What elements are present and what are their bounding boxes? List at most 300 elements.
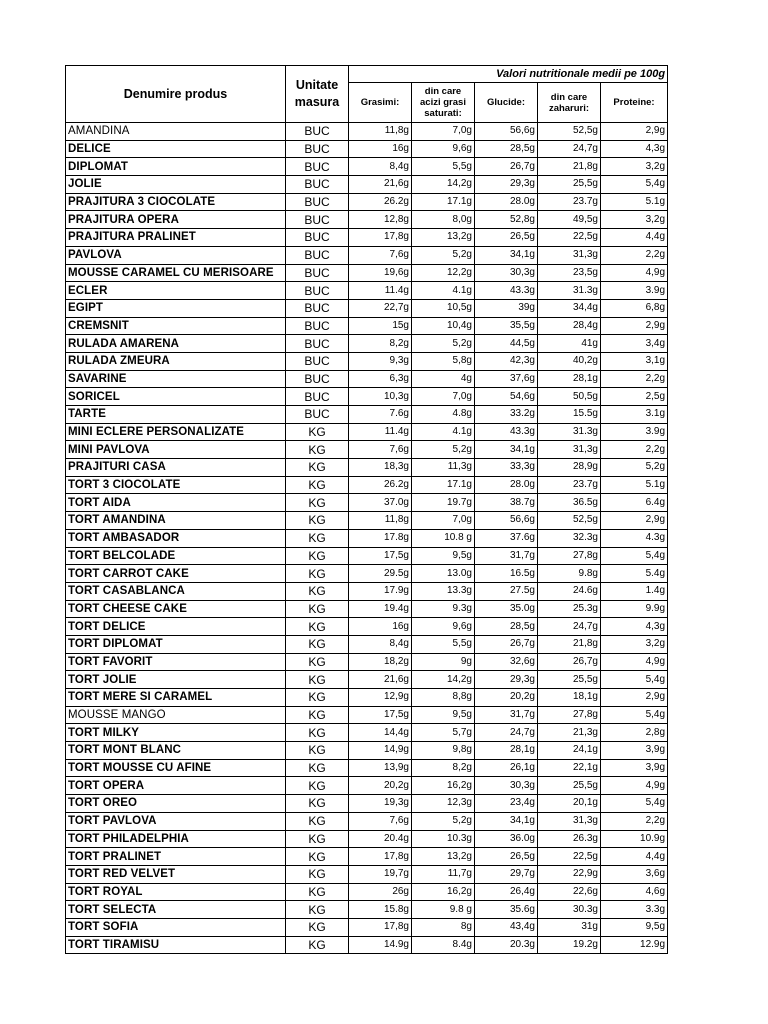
fat-cell: 14.9g <box>349 936 412 954</box>
sugars-cell: 20,1g <box>538 795 601 813</box>
saturated-cell: 8,8g <box>412 689 475 707</box>
table-row <box>66 246 668 264</box>
table-row <box>66 529 668 547</box>
product-name-cell: TORT PHILADELPHIA <box>66 830 286 848</box>
sugars-cell: 34,4g <box>538 299 601 317</box>
unit-cell: KG <box>286 653 349 671</box>
sugars-cell: 28,1g <box>538 370 601 388</box>
protein-cell: 10.9g <box>601 830 668 848</box>
fat-cell: 17,8g <box>349 918 412 936</box>
unit-cell: KG <box>286 547 349 565</box>
saturated-cell: 7,0g <box>412 388 475 406</box>
carbs-cell: 31,7g <box>475 547 538 565</box>
carbs-cell: 23,4g <box>475 795 538 813</box>
carbs-cell: 26,7g <box>475 635 538 653</box>
product-name-cell: TORT AMBASADOR <box>66 529 286 547</box>
saturated-cell: 12,2g <box>412 264 475 282</box>
table-row <box>66 317 668 335</box>
protein-cell: 2,2g <box>601 812 668 830</box>
fat-cell: 11,8g <box>349 512 412 530</box>
sugars-cell: 26,7g <box>538 653 601 671</box>
product-name-cell: TORT AMANDINA <box>66 512 286 530</box>
carbs-cell: 26,5g <box>475 229 538 247</box>
carbs-cell: 43.3g <box>475 423 538 441</box>
carbs-cell: 32,6g <box>475 653 538 671</box>
fat-cell: 19,7g <box>349 865 412 883</box>
table-row <box>66 476 668 494</box>
sugars-cell: 27,8g <box>538 706 601 724</box>
unit-cell: KG <box>286 476 349 494</box>
header-carbs: Glucide: <box>475 83 538 123</box>
fat-cell: 8,4g <box>349 158 412 176</box>
unit-cell: KG <box>286 459 349 477</box>
saturated-cell: 16,2g <box>412 883 475 901</box>
unit-cell: BUC <box>286 193 349 211</box>
sugars-cell: 31,3g <box>538 441 601 459</box>
product-name-cell: MOUSSE MANGO <box>66 706 286 724</box>
carbs-cell: 36.0g <box>475 830 538 848</box>
fat-cell: 26g <box>349 883 412 901</box>
table-row <box>66 547 668 565</box>
table-row <box>66 689 668 707</box>
fat-cell: 17,8g <box>349 229 412 247</box>
fat-cell: 12,8g <box>349 211 412 229</box>
unit-cell: KG <box>286 759 349 777</box>
unit-cell: BUC <box>286 317 349 335</box>
product-name-cell: SORICEL <box>66 388 286 406</box>
table-row <box>66 370 668 388</box>
unit-cell: KG <box>286 901 349 919</box>
unit-cell: KG <box>286 635 349 653</box>
fat-cell: 7,6g <box>349 812 412 830</box>
sugars-cell: 23.7g <box>538 193 601 211</box>
product-name-cell: PRAJITURI CASA <box>66 459 286 477</box>
table-row <box>66 777 668 795</box>
unit-cell: KG <box>286 918 349 936</box>
table-row <box>66 211 668 229</box>
carbs-cell: 28,5g <box>475 618 538 636</box>
carbs-cell: 33,3g <box>475 459 538 477</box>
product-name-cell: PRAJITURA 3 CIOCOLATE <box>66 193 286 211</box>
saturated-cell: 9,8g <box>412 742 475 760</box>
product-name-cell: RULADA ZMEURA <box>66 352 286 370</box>
sugars-cell: 25.3g <box>538 600 601 618</box>
fat-cell: 16g <box>349 618 412 636</box>
sugars-cell: 25,5g <box>538 671 601 689</box>
table-row <box>66 830 668 848</box>
sugars-cell: 24,1g <box>538 742 601 760</box>
sugars-cell: 23,5g <box>538 264 601 282</box>
carbs-cell: 43,4g <box>475 918 538 936</box>
unit-cell: KG <box>286 441 349 459</box>
fat-cell: 19,3g <box>349 795 412 813</box>
fat-cell: 7,6g <box>349 441 412 459</box>
sugars-cell: 22,5g <box>538 229 601 247</box>
protein-cell: 3,2g <box>601 635 668 653</box>
saturated-cell: 19.7g <box>412 494 475 512</box>
saturated-cell: 9.3g <box>412 600 475 618</box>
protein-cell: 3,4g <box>601 335 668 353</box>
table-row <box>66 618 668 636</box>
protein-cell: 3,9g <box>601 742 668 760</box>
unit-cell: KG <box>286 724 349 742</box>
table-row <box>66 229 668 247</box>
carbs-cell: 29,3g <box>475 671 538 689</box>
carbs-cell: 16.5g <box>475 565 538 583</box>
product-name-cell: MOUSSE CARAMEL CU MERISOARE <box>66 264 286 282</box>
product-name-cell: TORT TIRAMISU <box>66 936 286 954</box>
fat-cell: 10,3g <box>349 388 412 406</box>
unit-cell: KG <box>286 883 349 901</box>
fat-cell: 19,6g <box>349 264 412 282</box>
sugars-cell: 26.3g <box>538 830 601 848</box>
sugars-cell: 32.3g <box>538 529 601 547</box>
unit-cell: BUC <box>286 299 349 317</box>
unit-cell: KG <box>286 795 349 813</box>
saturated-cell: 8,0g <box>412 211 475 229</box>
protein-cell: 3.9g <box>601 282 668 300</box>
product-name-cell: TORT FAVORIT <box>66 653 286 671</box>
product-name-cell: TORT SELECTA <box>66 901 286 919</box>
unit-cell: KG <box>286 742 349 760</box>
protein-cell: 2,5g <box>601 388 668 406</box>
sugars-cell: 52,5g <box>538 512 601 530</box>
protein-cell: 3,9g <box>601 759 668 777</box>
sugars-cell: 40,2g <box>538 352 601 370</box>
product-name-cell: TORT MERE SI CARAMEL <box>66 689 286 707</box>
fat-cell: 11.4g <box>349 282 412 300</box>
table-row <box>66 936 668 954</box>
header-saturated <box>412 83 475 123</box>
protein-cell: 9,5g <box>601 918 668 936</box>
table-row <box>66 193 668 211</box>
header-product-name: Denumire produs <box>66 66 286 123</box>
carbs-cell: 44,5g <box>475 335 538 353</box>
header-sugars-line2: zaharuri: <box>548 102 590 114</box>
saturated-cell: 17.1g <box>412 476 475 494</box>
product-name-cell: PRAJITURA OPERA <box>66 211 286 229</box>
table-row <box>66 812 668 830</box>
protein-cell: 6.4g <box>601 494 668 512</box>
saturated-cell: 4g <box>412 370 475 388</box>
fat-cell: 13,9g <box>349 759 412 777</box>
protein-cell: 4,9g <box>601 777 668 795</box>
protein-cell: 9.9g <box>601 600 668 618</box>
fat-cell: 19.4g <box>349 600 412 618</box>
table-row <box>66 140 668 158</box>
fat-cell: 20.4g <box>349 830 412 848</box>
protein-cell: 3.3g <box>601 901 668 919</box>
carbs-cell: 35.6g <box>475 901 538 919</box>
table-row <box>66 865 668 883</box>
unit-cell: BUC <box>286 229 349 247</box>
sugars-cell: 41g <box>538 335 601 353</box>
carbs-cell: 56,6g <box>475 512 538 530</box>
unit-cell: BUC <box>286 140 349 158</box>
table-row <box>66 848 668 866</box>
table-row <box>66 582 668 600</box>
saturated-cell: 9g <box>412 653 475 671</box>
unit-cell: BUC <box>286 352 349 370</box>
sugars-cell: 22,1g <box>538 759 601 777</box>
sugars-cell: 24,7g <box>538 618 601 636</box>
fat-cell: 17.9g <box>349 582 412 600</box>
protein-cell: 5,4g <box>601 547 668 565</box>
header-saturated-line1: din care <box>424 86 462 98</box>
sugars-cell: 31,3g <box>538 246 601 264</box>
carbs-cell: 39g <box>475 299 538 317</box>
carbs-cell: 37,6g <box>475 370 538 388</box>
carbs-cell: 42,3g <box>475 352 538 370</box>
product-name-cell: TORT OREO <box>66 795 286 813</box>
saturated-cell: 14,2g <box>412 176 475 194</box>
product-name-cell: TORT SOFIA <box>66 918 286 936</box>
fat-cell: 12,9g <box>349 689 412 707</box>
saturated-cell: 9,6g <box>412 140 475 158</box>
saturated-cell: 13.3g <box>412 582 475 600</box>
saturated-cell: 14,2g <box>412 671 475 689</box>
unit-cell: BUC <box>286 123 349 141</box>
product-name-cell: TORT RED VELVET <box>66 865 286 883</box>
protein-cell: 4,6g <box>601 883 668 901</box>
carbs-cell: 37.6g <box>475 529 538 547</box>
nutrition-table <box>65 65 668 954</box>
table-row <box>66 123 668 141</box>
sugars-cell: 31.3g <box>538 423 601 441</box>
protein-cell: 4,9g <box>601 653 668 671</box>
protein-cell: 2,9g <box>601 317 668 335</box>
table-row <box>66 706 668 724</box>
product-name-cell: TORT CHEESE CAKE <box>66 600 286 618</box>
table-row <box>66 282 668 300</box>
fat-cell: 11,8g <box>349 123 412 141</box>
header-nutrition-group: Valori nutritionale medii pe 100g <box>349 66 668 83</box>
protein-cell: 2,9g <box>601 512 668 530</box>
saturated-cell: 13.0g <box>412 565 475 583</box>
product-name-cell: TORT AIDA <box>66 494 286 512</box>
carbs-cell: 27.5g <box>475 582 538 600</box>
protein-cell: 4,9g <box>601 264 668 282</box>
saturated-cell: 5,2g <box>412 246 475 264</box>
sugars-cell: 9.8g <box>538 565 601 583</box>
sugars-cell: 22,6g <box>538 883 601 901</box>
carbs-cell: 29,3g <box>475 176 538 194</box>
fat-cell: 20,2g <box>349 777 412 795</box>
saturated-cell: 9,5g <box>412 547 475 565</box>
table-row <box>66 671 668 689</box>
product-name-cell: TORT CASABLANCA <box>66 582 286 600</box>
product-name-cell: TORT MILKY <box>66 724 286 742</box>
header-unit <box>286 66 349 123</box>
product-name-cell: TORT BELCOLADE <box>66 547 286 565</box>
unit-cell: KG <box>286 565 349 583</box>
saturated-cell: 9,6g <box>412 618 475 636</box>
table-row <box>66 406 668 424</box>
carbs-cell: 28.0g <box>475 193 538 211</box>
sugars-cell: 23.7g <box>538 476 601 494</box>
product-name-cell: TORT CARROT CAKE <box>66 565 286 583</box>
sugars-cell: 31.3g <box>538 282 601 300</box>
product-name-cell: PAVLOVA <box>66 246 286 264</box>
unit-cell: BUC <box>286 246 349 264</box>
protein-cell: 2,9g <box>601 689 668 707</box>
table-row <box>66 512 668 530</box>
unit-cell: KG <box>286 706 349 724</box>
header-unit-line1: Unitate <box>295 78 339 92</box>
product-name-cell: JOLIE <box>66 176 286 194</box>
protein-cell: 5,4g <box>601 176 668 194</box>
carbs-cell: 24,7g <box>475 724 538 742</box>
table-row <box>66 459 668 477</box>
sugars-cell: 28,4g <box>538 317 601 335</box>
unit-cell: BUC <box>286 388 349 406</box>
unit-cell: KG <box>286 936 349 954</box>
sugars-cell: 50,5g <box>538 388 601 406</box>
product-name-cell: MINI PAVLOVA <box>66 441 286 459</box>
protein-cell: 2,2g <box>601 370 668 388</box>
header-protein: Proteine: <box>601 83 668 123</box>
header-saturated-line3: saturati: <box>424 108 462 120</box>
fat-cell: 22,7g <box>349 299 412 317</box>
protein-cell: 3,2g <box>601 158 668 176</box>
carbs-cell: 20,2g <box>475 689 538 707</box>
product-name-cell: PRAJITURA PRALINET <box>66 229 286 247</box>
protein-cell: 4.3g <box>601 529 668 547</box>
table-row <box>66 565 668 583</box>
fat-cell: 15g <box>349 317 412 335</box>
table-row <box>66 264 668 282</box>
fat-cell: 21,6g <box>349 176 412 194</box>
saturated-cell: 4.1g <box>412 423 475 441</box>
saturated-cell: 12,3g <box>412 795 475 813</box>
saturated-cell: 8,2g <box>412 759 475 777</box>
unit-cell: KG <box>286 512 349 530</box>
saturated-cell: 10,4g <box>412 317 475 335</box>
unit-cell: BUC <box>286 335 349 353</box>
carbs-cell: 28,1g <box>475 742 538 760</box>
fat-cell: 17.8g <box>349 529 412 547</box>
saturated-cell: 7,0g <box>412 512 475 530</box>
product-name-cell: TORT 3 CIOCOLATE <box>66 476 286 494</box>
saturated-cell: 4.8g <box>412 406 475 424</box>
product-name-cell: TORT MONT BLANC <box>66 742 286 760</box>
sugars-cell: 49,5g <box>538 211 601 229</box>
sugars-cell: 18,1g <box>538 689 601 707</box>
unit-cell: KG <box>286 865 349 883</box>
protein-cell: 2,9g <box>601 123 668 141</box>
protein-cell: 2,8g <box>601 724 668 742</box>
sugars-cell: 25,5g <box>538 176 601 194</box>
table-row <box>66 600 668 618</box>
product-name-cell: TORT JOLIE <box>66 671 286 689</box>
protein-cell: 3,1g <box>601 352 668 370</box>
carbs-cell: 43.3g <box>475 282 538 300</box>
unit-cell: BUC <box>286 370 349 388</box>
table-row <box>66 423 668 441</box>
saturated-cell: 10.3g <box>412 830 475 848</box>
protein-cell: 3,2g <box>601 211 668 229</box>
fat-cell: 21,6g <box>349 671 412 689</box>
sugars-cell: 30.3g <box>538 901 601 919</box>
protein-cell: 3,6g <box>601 865 668 883</box>
saturated-cell: 5,8g <box>412 352 475 370</box>
saturated-cell: 17.1g <box>412 193 475 211</box>
table-row <box>66 724 668 742</box>
unit-cell: BUC <box>286 176 349 194</box>
table-row <box>66 635 668 653</box>
table-row <box>66 299 668 317</box>
fat-cell: 7,6g <box>349 246 412 264</box>
table-row <box>66 388 668 406</box>
unit-cell: KG <box>286 689 349 707</box>
fat-cell: 17,5g <box>349 706 412 724</box>
carbs-cell: 34,1g <box>475 441 538 459</box>
saturated-cell: 7,0g <box>412 123 475 141</box>
saturated-cell: 10,5g <box>412 299 475 317</box>
fat-cell: 6,3g <box>349 370 412 388</box>
sugars-cell: 21,3g <box>538 724 601 742</box>
unit-cell: BUC <box>286 211 349 229</box>
carbs-cell: 26,4g <box>475 883 538 901</box>
table-row <box>66 795 668 813</box>
sugars-cell: 52,5g <box>538 123 601 141</box>
header-saturated-line2: acizi grasi <box>420 97 466 109</box>
protein-cell: 3.1g <box>601 406 668 424</box>
product-name-cell: DELICE <box>66 140 286 158</box>
fat-cell: 18,2g <box>349 653 412 671</box>
carbs-cell: 33.2g <box>475 406 538 424</box>
fat-cell: 14,9g <box>349 742 412 760</box>
sugars-cell: 21,8g <box>538 635 601 653</box>
carbs-cell: 20.3g <box>475 936 538 954</box>
fat-cell: 17,8g <box>349 848 412 866</box>
unit-cell: BUC <box>286 406 349 424</box>
saturated-cell: 4.1g <box>412 282 475 300</box>
unit-cell: BUC <box>286 264 349 282</box>
fat-cell: 16g <box>349 140 412 158</box>
carbs-cell: 26,7g <box>475 158 538 176</box>
protein-cell: 1.4g <box>601 582 668 600</box>
unit-cell: KG <box>286 671 349 689</box>
carbs-cell: 38.7g <box>475 494 538 512</box>
fat-cell: 29.5g <box>349 565 412 583</box>
sugars-cell: 21,8g <box>538 158 601 176</box>
sugars-cell: 19.2g <box>538 936 601 954</box>
sugars-cell: 31,3g <box>538 812 601 830</box>
sugars-cell: 31g <box>538 918 601 936</box>
sugars-cell: 22,5g <box>538 848 601 866</box>
carbs-cell: 56,6g <box>475 123 538 141</box>
protein-cell: 3.9g <box>601 423 668 441</box>
product-name-cell: TORT PRALINET <box>66 848 286 866</box>
product-name-cell: ECLER <box>66 282 286 300</box>
unit-cell: KG <box>286 777 349 795</box>
saturated-cell: 5,5g <box>412 635 475 653</box>
sugars-cell: 22,9g <box>538 865 601 883</box>
protein-cell: 5.1g <box>601 476 668 494</box>
protein-cell: 5,4g <box>601 671 668 689</box>
saturated-cell: 11,7g <box>412 865 475 883</box>
carbs-cell: 34,1g <box>475 246 538 264</box>
carbs-cell: 35.0g <box>475 600 538 618</box>
protein-cell: 6,8g <box>601 299 668 317</box>
product-name-cell: TORT OPERA <box>66 777 286 795</box>
protein-cell: 5,4g <box>601 706 668 724</box>
unit-cell: KG <box>286 582 349 600</box>
table-row <box>66 158 668 176</box>
unit-cell: KG <box>286 830 349 848</box>
carbs-cell: 28.0g <box>475 476 538 494</box>
